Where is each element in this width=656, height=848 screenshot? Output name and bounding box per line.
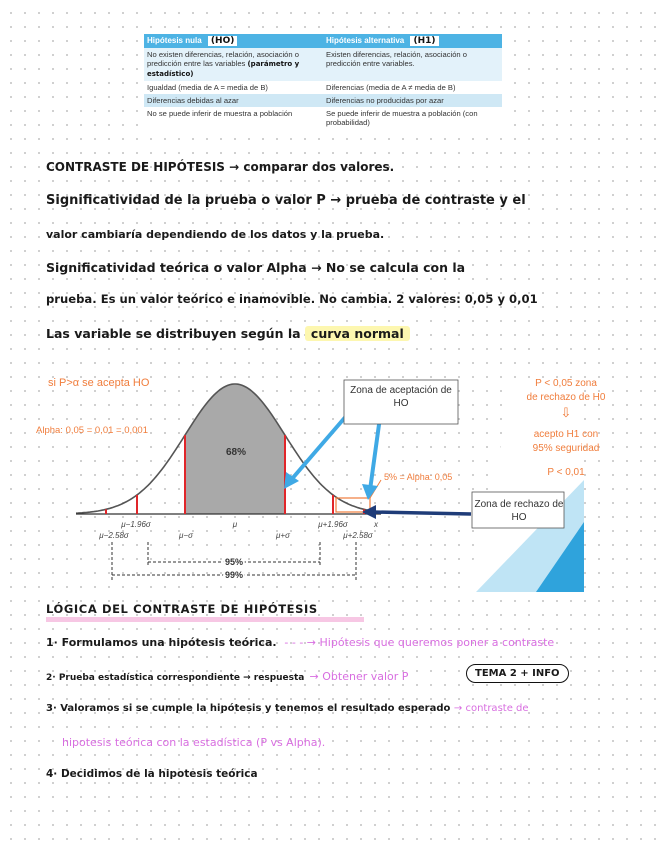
tema-2-info-bubble: TEMA 2 + INFO bbox=[466, 664, 569, 683]
header-alt: Hipótesis alternativa (H1) bbox=[323, 34, 502, 48]
pct-99-label: 99% bbox=[224, 570, 244, 580]
header-null: Hipótesis nula (HO) bbox=[144, 34, 323, 48]
axis-label-minus-sigma: μ−σ bbox=[179, 531, 193, 540]
note-line-4: Significatividad teórica o valor Alpha → No se calcula con la bbox=[46, 260, 466, 275]
step-3-text: 3· Valoramos si se cumple la hipótesis y tenemos el resultado esperado bbox=[46, 703, 451, 714]
step-3 bbox=[46, 703, 529, 714]
note-line-1: CONTRASTE DE HIPÓTESIS → comparar dos valores. bbox=[46, 160, 395, 174]
step-1-note: - - - → Hipótesis que queremos poner a contraste bbox=[284, 636, 555, 649]
axis-label-plus258: μ+2.58σ bbox=[343, 531, 373, 540]
header-null-note: (HO) bbox=[208, 36, 237, 46]
table-cell: Diferencias debidas al azar bbox=[144, 94, 323, 107]
step-4: 4· Decidimos de la hipotesis teórica bbox=[46, 768, 258, 780]
pct-68-label: 68% bbox=[225, 447, 247, 458]
step-2-text: 2· Prueba estadística correspondiente → respuesta bbox=[46, 673, 305, 683]
header-alt-note: (H1) bbox=[410, 36, 438, 46]
step-2 bbox=[46, 670, 408, 683]
five-pct-note: 5% = Alpha: 0,05 bbox=[384, 472, 453, 482]
table-cell: Se puede inferir de muestra a población (con probabilidad) bbox=[323, 107, 502, 129]
right-note-2: de rechazo de H0 bbox=[526, 392, 606, 403]
note-line-2: Significatividad de la prueba o valor P → prueba de contraste y el bbox=[46, 193, 526, 208]
title-underline bbox=[46, 617, 364, 622]
right-note-3: acepto H1 con bbox=[533, 429, 599, 440]
table-cell: Existen diferencias, relación, asociación o predicción entre variables. bbox=[323, 48, 502, 81]
accept-zone-label: Zona de aceptación de HO bbox=[350, 385, 452, 409]
reject-zone-label: Zona de rechazo de HO bbox=[474, 499, 564, 523]
table-cell: Diferencias (media de A ≠ media de B) bbox=[323, 81, 502, 94]
down-arrow-icon: ⇩ bbox=[560, 405, 572, 420]
right-note-1: P < 0,05 zona bbox=[535, 378, 597, 389]
table-cell: No existen diferencias, relación, asociación o predicción entre las variables (parámetro y estadístico) bbox=[144, 48, 323, 81]
step-3-note: → contraste de bbox=[453, 703, 529, 714]
note-line-3: valor cambiaría dependiendo de los datos y la prueba. bbox=[46, 228, 385, 241]
right-note-5: P < 0,01 bbox=[547, 467, 585, 478]
step-3-continuation: hipotesis teórica con la estadística (P vs Alpha). bbox=[62, 736, 326, 749]
axis-label-plus196: μ+1.96σ bbox=[318, 520, 348, 529]
step-2-note: → Obtener valor P bbox=[309, 670, 409, 683]
note-line-5: prueba. Es un valor teórico e inamovible. No cambia. 2 valores: 0,05 y 0,01 bbox=[46, 292, 538, 306]
reject-arrow bbox=[372, 512, 471, 514]
axis-label-x: x bbox=[374, 520, 378, 529]
alpha-values-note: Alpha: 0,05 = 0,01 = 0,001 bbox=[36, 425, 148, 436]
table-cell: Diferencias no producidas por azar bbox=[323, 94, 502, 107]
right-note-4: 95% seguridad bbox=[532, 443, 600, 454]
logic-title: LÓGICA DEL CONTRASTE DE HIPÓTESIS bbox=[46, 602, 318, 616]
step-1-text: 1· Formulamos una hipótesis teórica. bbox=[46, 636, 277, 649]
axis-label-minus196: μ−1.96σ bbox=[121, 520, 151, 529]
hypothesis-table bbox=[144, 34, 502, 129]
curva-normal-highlight: curva normal bbox=[305, 326, 410, 341]
axis-label-plus-sigma: μ+σ bbox=[276, 531, 290, 540]
row1-annotation: (parámetro y estadístico) bbox=[147, 60, 300, 78]
accept-rule-note: si P>α se acepta HO bbox=[48, 377, 150, 389]
pct-95-label: 95% bbox=[224, 557, 244, 567]
axis-label-mu: μ bbox=[232, 520, 238, 529]
table-cell: Igualdad (media de A = media de B) bbox=[144, 81, 323, 94]
note-line-6-text: Las variable se distribuyen según la bbox=[46, 326, 301, 341]
normal-curve-chart bbox=[36, 362, 626, 612]
note-line-6 bbox=[46, 326, 410, 341]
axis-label-minus258: μ−2.58σ bbox=[99, 531, 129, 540]
table-cell: No se puede inferir de muestra a población bbox=[144, 107, 323, 129]
step-1 bbox=[46, 636, 554, 649]
